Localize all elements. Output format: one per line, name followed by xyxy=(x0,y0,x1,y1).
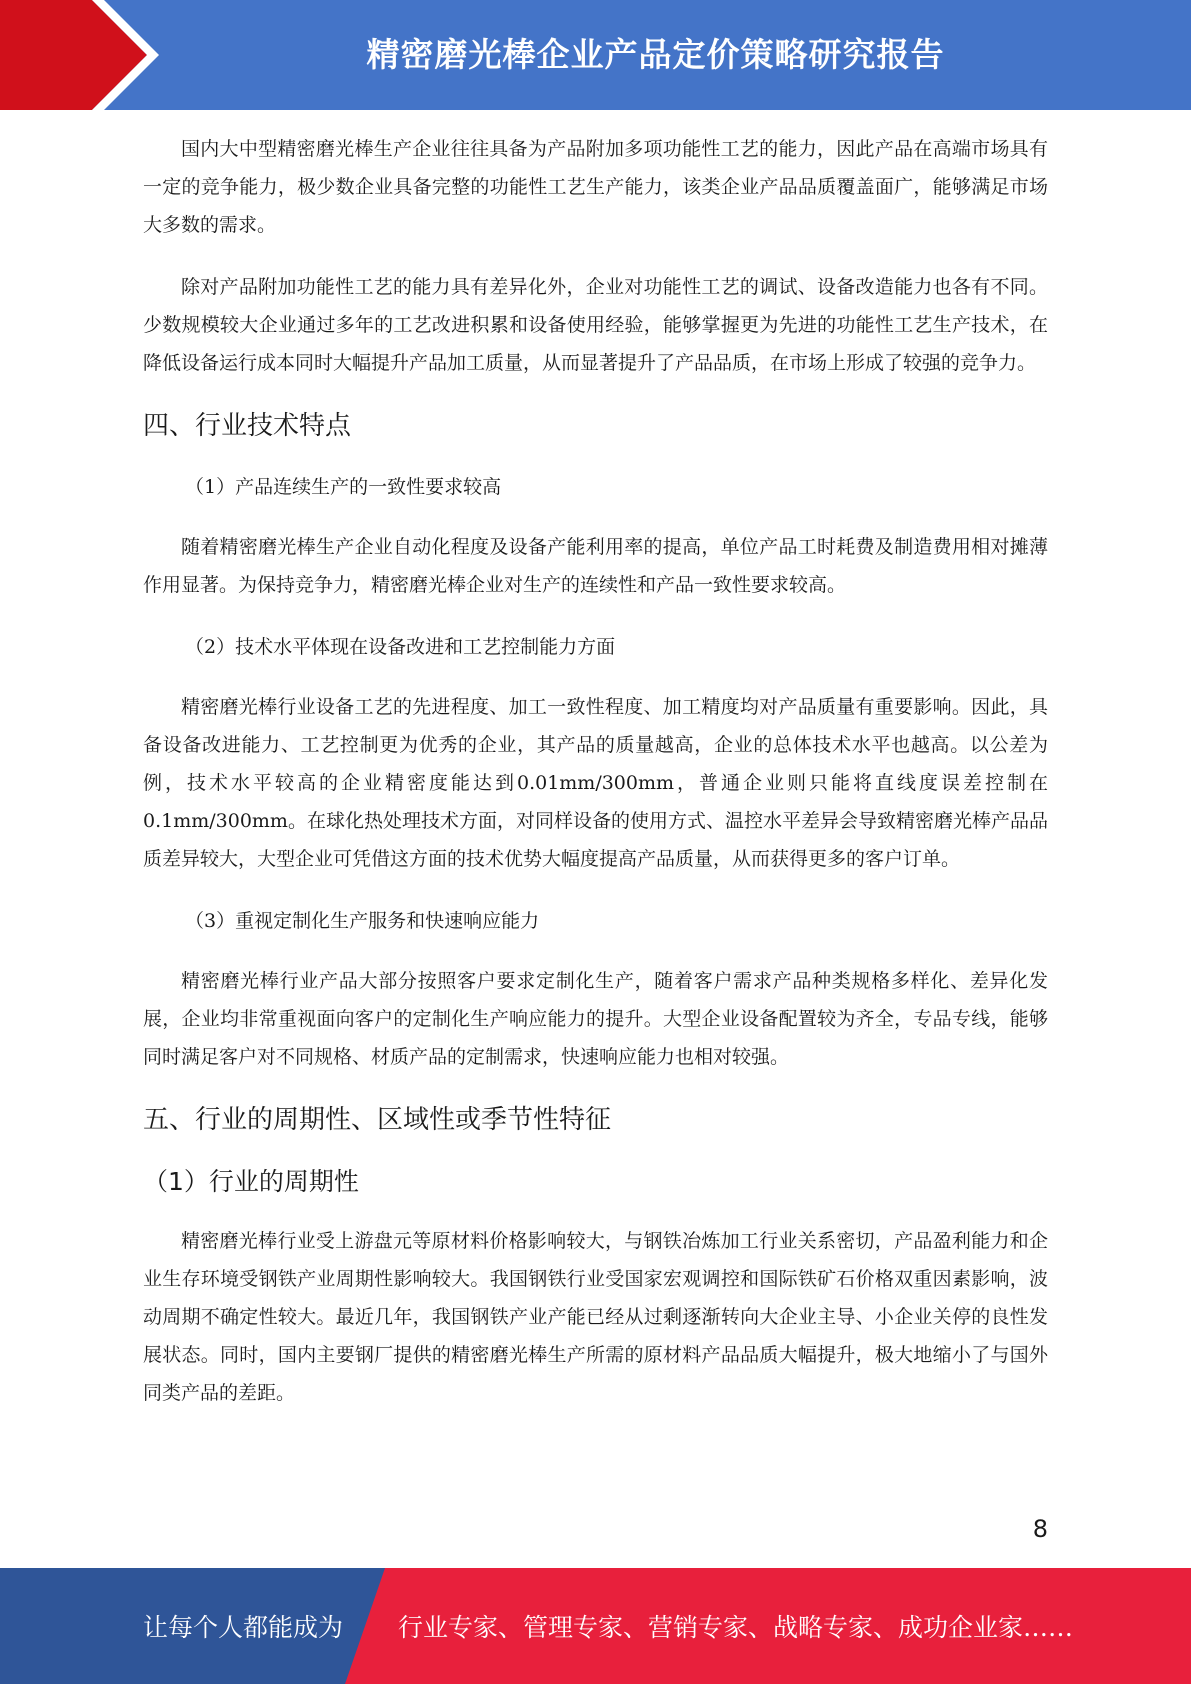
document-body xyxy=(143,130,1048,1436)
list-item-heading: （1）产品连续生产的一致性要求较高 xyxy=(185,476,502,498)
page-footer xyxy=(0,1568,1191,1684)
list-item-heading: （2）技术水平体现在设备改进和工艺控制能力方面 xyxy=(185,636,616,658)
page-number: 8 xyxy=(1032,1515,1048,1543)
paragraph: 精密磨光棒行业设备工艺的先进程度、加工一致性程度、加工精度均对产品质量有重要影响。因此，具备设备改进能力、工艺控制更为优秀的企业，其产品的质量越高，企业的总体技术水平也越高。以公差为例，技术水平较高的企业精密度能达到0.01mm/300mm，普通企业则只能将直线度误差控制在0.1mm/300mm。在球化热处理技术方面，对同样设备的使用方式、温控水平差异会导致精密磨光棒产品品质差异较大，大型企业可凭借这方面的技术优势大幅度提高产品质量，从而获得更多的客户订单。 xyxy=(143,696,1048,870)
footer-slogan-left: 让每个人都能成为 xyxy=(143,1613,344,1642)
paragraph: 除对产品附加功能性工艺的能力具有差异化外，企业对功能性工艺的调试、设备改造能力也各有不同。少数规模较大企业通过多年的工艺改进积累和设备使用经验，能够掌握更为先进的功能性工艺生产技术，在降低设备运行成本同时大幅提升产品加工质量，从而显著提升了产品品质，在市场上形成了较强的竞争力。 xyxy=(143,276,1048,374)
paragraph: 随着精密磨光棒生产企业自动化程度及设备产能利用率的提高，单位产品工时耗费及制造费用相对摊薄作用显著。为保持竞争力，精密磨光棒企业对生产的连续性和产品一致性要求较高。 xyxy=(143,536,1048,596)
section-heading: 五、行业的周期性、区域性或季节性特征 xyxy=(143,1105,612,1135)
paragraph: 国内大中型精密磨光棒生产企业往往具备为产品附加多项功能性工艺的能力，因此产品在高端市场具有一定的竞争能力，极少数企业具备完整的功能性工艺生产能力，该类企业产品品质覆盖面广，能够满足市场大多数的需求。 xyxy=(143,138,1048,236)
paragraph: 精密磨光棒行业产品大部分按照客户要求定制化生产，随着客户需求产品种类规格多样化、差异化发展，企业均非常重视面向客户的定制化生产响应能力的提升。大型企业设备配置较为齐全，专品专线，能够同时满足客户对不同规格、材质产品的定制需求，快速响应能力也相对较强。 xyxy=(143,970,1048,1068)
footer-slogan-right: 行业专家、管理专家、营销专家、战略专家、成功企业家…… xyxy=(398,1613,1074,1642)
section-heading: 四、行业技术特点 xyxy=(143,411,352,441)
report-title: 精密磨光棒企业产品定价策略研究报告 xyxy=(366,34,945,74)
subsection-heading: （1）行业的周期性 xyxy=(143,1167,359,1196)
page-header xyxy=(0,0,1191,110)
list-item-heading: （3）重视定制化生产服务和快速响应能力 xyxy=(185,910,540,932)
paragraph: 精密磨光棒行业受上游盘元等原材料价格影响较大，与钢铁冶炼加工行业关系密切，产品盈利能力和企业生存环境受钢铁产业周期性影响较大。我国钢铁行业受国家宏观调控和国际铁矿石价格双重因素影响，波动周期不确定性较大。最近几年，我国钢铁产业产能已经从过剩逐渐转向大企业主导、小企业关停的良性发展状态。同时，国内主要钢厂提供的精密磨光棒生产所需的原材料产品品质大幅提升，极大地缩小了与国外同类产品的差距。 xyxy=(143,1230,1048,1404)
